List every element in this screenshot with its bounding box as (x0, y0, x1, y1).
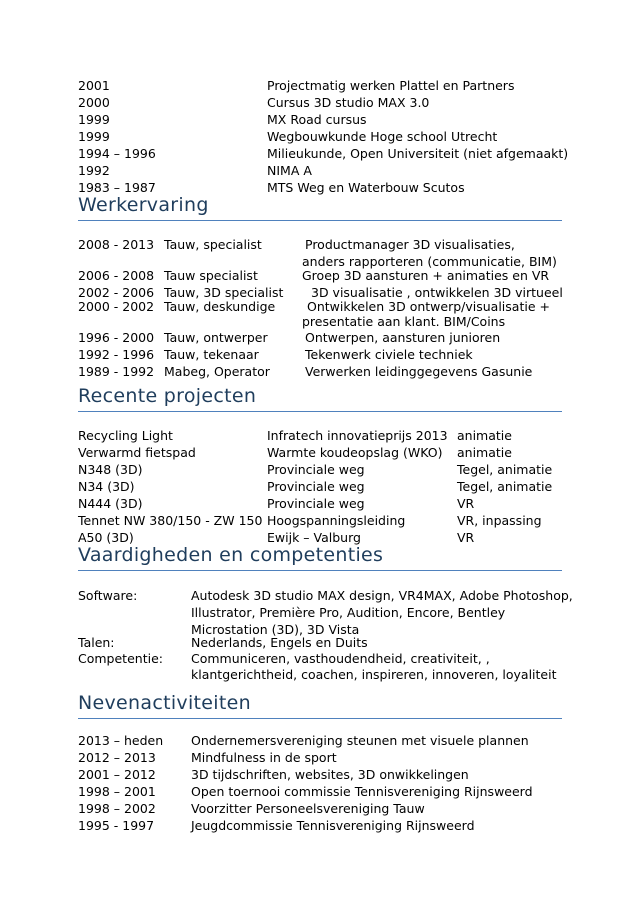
skill-value: Autodesk 3D studio MAX design, VR4MAX, Adobe Photoshop, (191, 588, 573, 603)
skill-label: Competentie: (78, 651, 163, 666)
education-desc: MTS Weg en Waterbouw Scutos (267, 180, 465, 195)
section-heading-nevenactiviteiten: Nevenactiviteiten (78, 692, 251, 714)
work-role: Ontwerpen, aansturen junioren (305, 330, 501, 345)
project-row (78, 444, 598, 461)
activity-row (78, 766, 598, 783)
project-client: Provinciale weg (267, 496, 365, 511)
work-role: Tekenwerk civiele techniek (305, 347, 473, 362)
activity-row (78, 749, 598, 766)
education-year: 1983 – 1987 (78, 180, 156, 195)
project-name: N34 (3D) (78, 479, 135, 494)
project-type: VR (457, 530, 475, 545)
skill-value: Illustrator, Première Pro, Audition, Encore, Bentley (191, 605, 506, 620)
project-name: Tennet NW 380/150 - ZW 150 (78, 513, 263, 528)
work-row (78, 313, 598, 330)
work-row (78, 363, 598, 380)
skill-label: Talen: (78, 635, 115, 650)
skill-row (78, 587, 598, 604)
activity-row (78, 732, 598, 749)
skill-value: Communiceren, vasthoudendheid, creativiteit, , (191, 651, 490, 666)
activity-desc: Mindfulness in de sport (191, 750, 337, 765)
section-divider (78, 220, 562, 221)
work-row (78, 236, 598, 253)
activity-desc: Voorzitter Personeelsvereniging Tauw (191, 801, 425, 816)
activity-period: 1995 - 1997 (78, 818, 155, 833)
education-desc: Milieukunde, Open Universiteit (niet afgemaakt) (267, 146, 569, 161)
activity-desc: Open toernooi commissie Tennisvereniging Rijnsweerd (191, 784, 533, 799)
work-period: 2000 - 2002 (78, 299, 155, 314)
project-client: Infratech innovatieprijs 2013 (267, 428, 448, 443)
skill-row (78, 604, 598, 621)
work-employer: Tauw, specialist (164, 237, 262, 252)
education-row (78, 111, 598, 128)
work-row (78, 346, 598, 363)
activity-period: 1998 – 2002 (78, 801, 156, 816)
skill-label: Software: (78, 588, 138, 603)
project-name: A50 (3D) (78, 530, 134, 545)
education-desc: NIMA A (267, 163, 312, 178)
section-divider (78, 718, 562, 719)
activity-period: 2013 – heden (78, 733, 164, 748)
skill-row (78, 666, 598, 683)
education-desc: Cursus 3D studio MAX 3.0 (267, 95, 430, 110)
education-row (78, 128, 598, 145)
education-year: 2000 (78, 95, 110, 110)
work-period: 1992 - 1996 (78, 347, 155, 362)
activity-period: 2001 – 2012 (78, 767, 156, 782)
project-type: Tegel, animatie (457, 462, 553, 477)
work-period: 2008 - 2013 (78, 237, 155, 252)
education-row (78, 145, 598, 162)
education-year: 1992 (78, 163, 110, 178)
activity-desc: Jeugdcommissie Tennisvereniging Rijnsweerd (191, 818, 475, 833)
work-role: 3D visualisatie , ontwikkelen 3D virtueel (311, 285, 563, 300)
work-period: 1996 - 2000 (78, 330, 155, 345)
activity-period: 2012 – 2013 (78, 750, 156, 765)
project-type: animatie (457, 428, 512, 443)
project-row (78, 461, 598, 478)
project-type: animatie (457, 445, 512, 460)
skill-value: klantgerichtheid, coachen, inspireren, innoveren, loyaliteit (191, 667, 557, 682)
section-divider (78, 570, 562, 571)
education-year: 2001 (78, 78, 110, 93)
work-employer: Tauw, deskundige (164, 299, 276, 314)
project-client: Provinciale weg (267, 462, 365, 477)
section-heading-projecten: Recente projecten (78, 385, 257, 407)
education-row (78, 162, 598, 179)
project-type: VR, inpassing (457, 513, 542, 528)
project-name: N348 (3D) (78, 462, 143, 477)
project-row (78, 512, 598, 529)
project-name: Verwarmd fietspad (78, 445, 196, 460)
project-type: Tegel, animatie (457, 479, 553, 494)
project-row (78, 478, 598, 495)
project-name: Recycling Light (78, 428, 173, 443)
work-role: Ontwikkelen 3D ontwerp/visualisatie + (307, 299, 550, 314)
education-year: 1999 (78, 129, 110, 144)
education-desc: Wegbouwkunde Hoge school Utrecht (267, 129, 498, 144)
work-row (78, 267, 598, 284)
skill-value: Nederlands, Engels en Duits (191, 635, 368, 650)
project-row (78, 495, 598, 512)
activity-row (78, 800, 598, 817)
project-client: Provinciale weg (267, 479, 365, 494)
activity-row (78, 817, 598, 834)
work-role: anders rapporteren (communicatie, BIM) (302, 254, 557, 269)
education-row (78, 77, 598, 94)
skill-value: Microstation (3D), 3D Vista (191, 622, 360, 637)
activity-desc: 3D tijdschriften, websites, 3D onwikkelingen (191, 767, 469, 782)
activity-row (78, 783, 598, 800)
project-type: VR (457, 496, 475, 511)
work-role: Groep 3D aansturen + animaties en VR (302, 268, 550, 283)
work-role: Productmanager 3D visualisaties, (305, 237, 515, 252)
work-employer: Tauw, ontwerper (164, 330, 268, 345)
work-employer: Tauw, tekenaar (164, 347, 259, 362)
work-employer: Tauw, 3D specialist (164, 285, 284, 300)
activity-desc: Ondernemersvereniging steunen met visuele plannen (191, 733, 529, 748)
skill-row (78, 650, 598, 667)
education-desc: Projectmatig werken Plattel en Partners (267, 78, 515, 93)
project-row (78, 427, 598, 444)
project-name: N444 (3D) (78, 496, 143, 511)
work-employer: Mabeg, Operator (164, 364, 270, 379)
education-year: 1994 – 1996 (78, 146, 156, 161)
education-desc: MX Road cursus (267, 112, 367, 127)
work-role: presentatie aan klant. BIM/Coins (302, 314, 506, 329)
work-period: 1989 - 1992 (78, 364, 155, 379)
education-row (78, 94, 598, 111)
project-client: Ewijk – Valburg (267, 530, 361, 545)
work-employer: Tauw specialist (164, 268, 258, 283)
work-period: 2006 - 2008 (78, 268, 155, 283)
skill-row (78, 634, 598, 651)
education-year: 1999 (78, 112, 110, 127)
section-heading-werkervaring: Werkervaring (78, 194, 209, 216)
section-divider (78, 411, 562, 412)
activity-period: 1998 – 2001 (78, 784, 156, 799)
work-row (78, 329, 598, 346)
work-role: Verwerken leidinggegevens Gasunie (305, 364, 533, 379)
work-period: 2002 - 2006 (78, 285, 155, 300)
section-heading-vaardigheden: Vaardigheden en competenties (78, 544, 384, 566)
project-client: Hoogspanningsleiding (267, 513, 406, 528)
project-client: Warmte koudeopslag (WKO) (267, 445, 443, 460)
